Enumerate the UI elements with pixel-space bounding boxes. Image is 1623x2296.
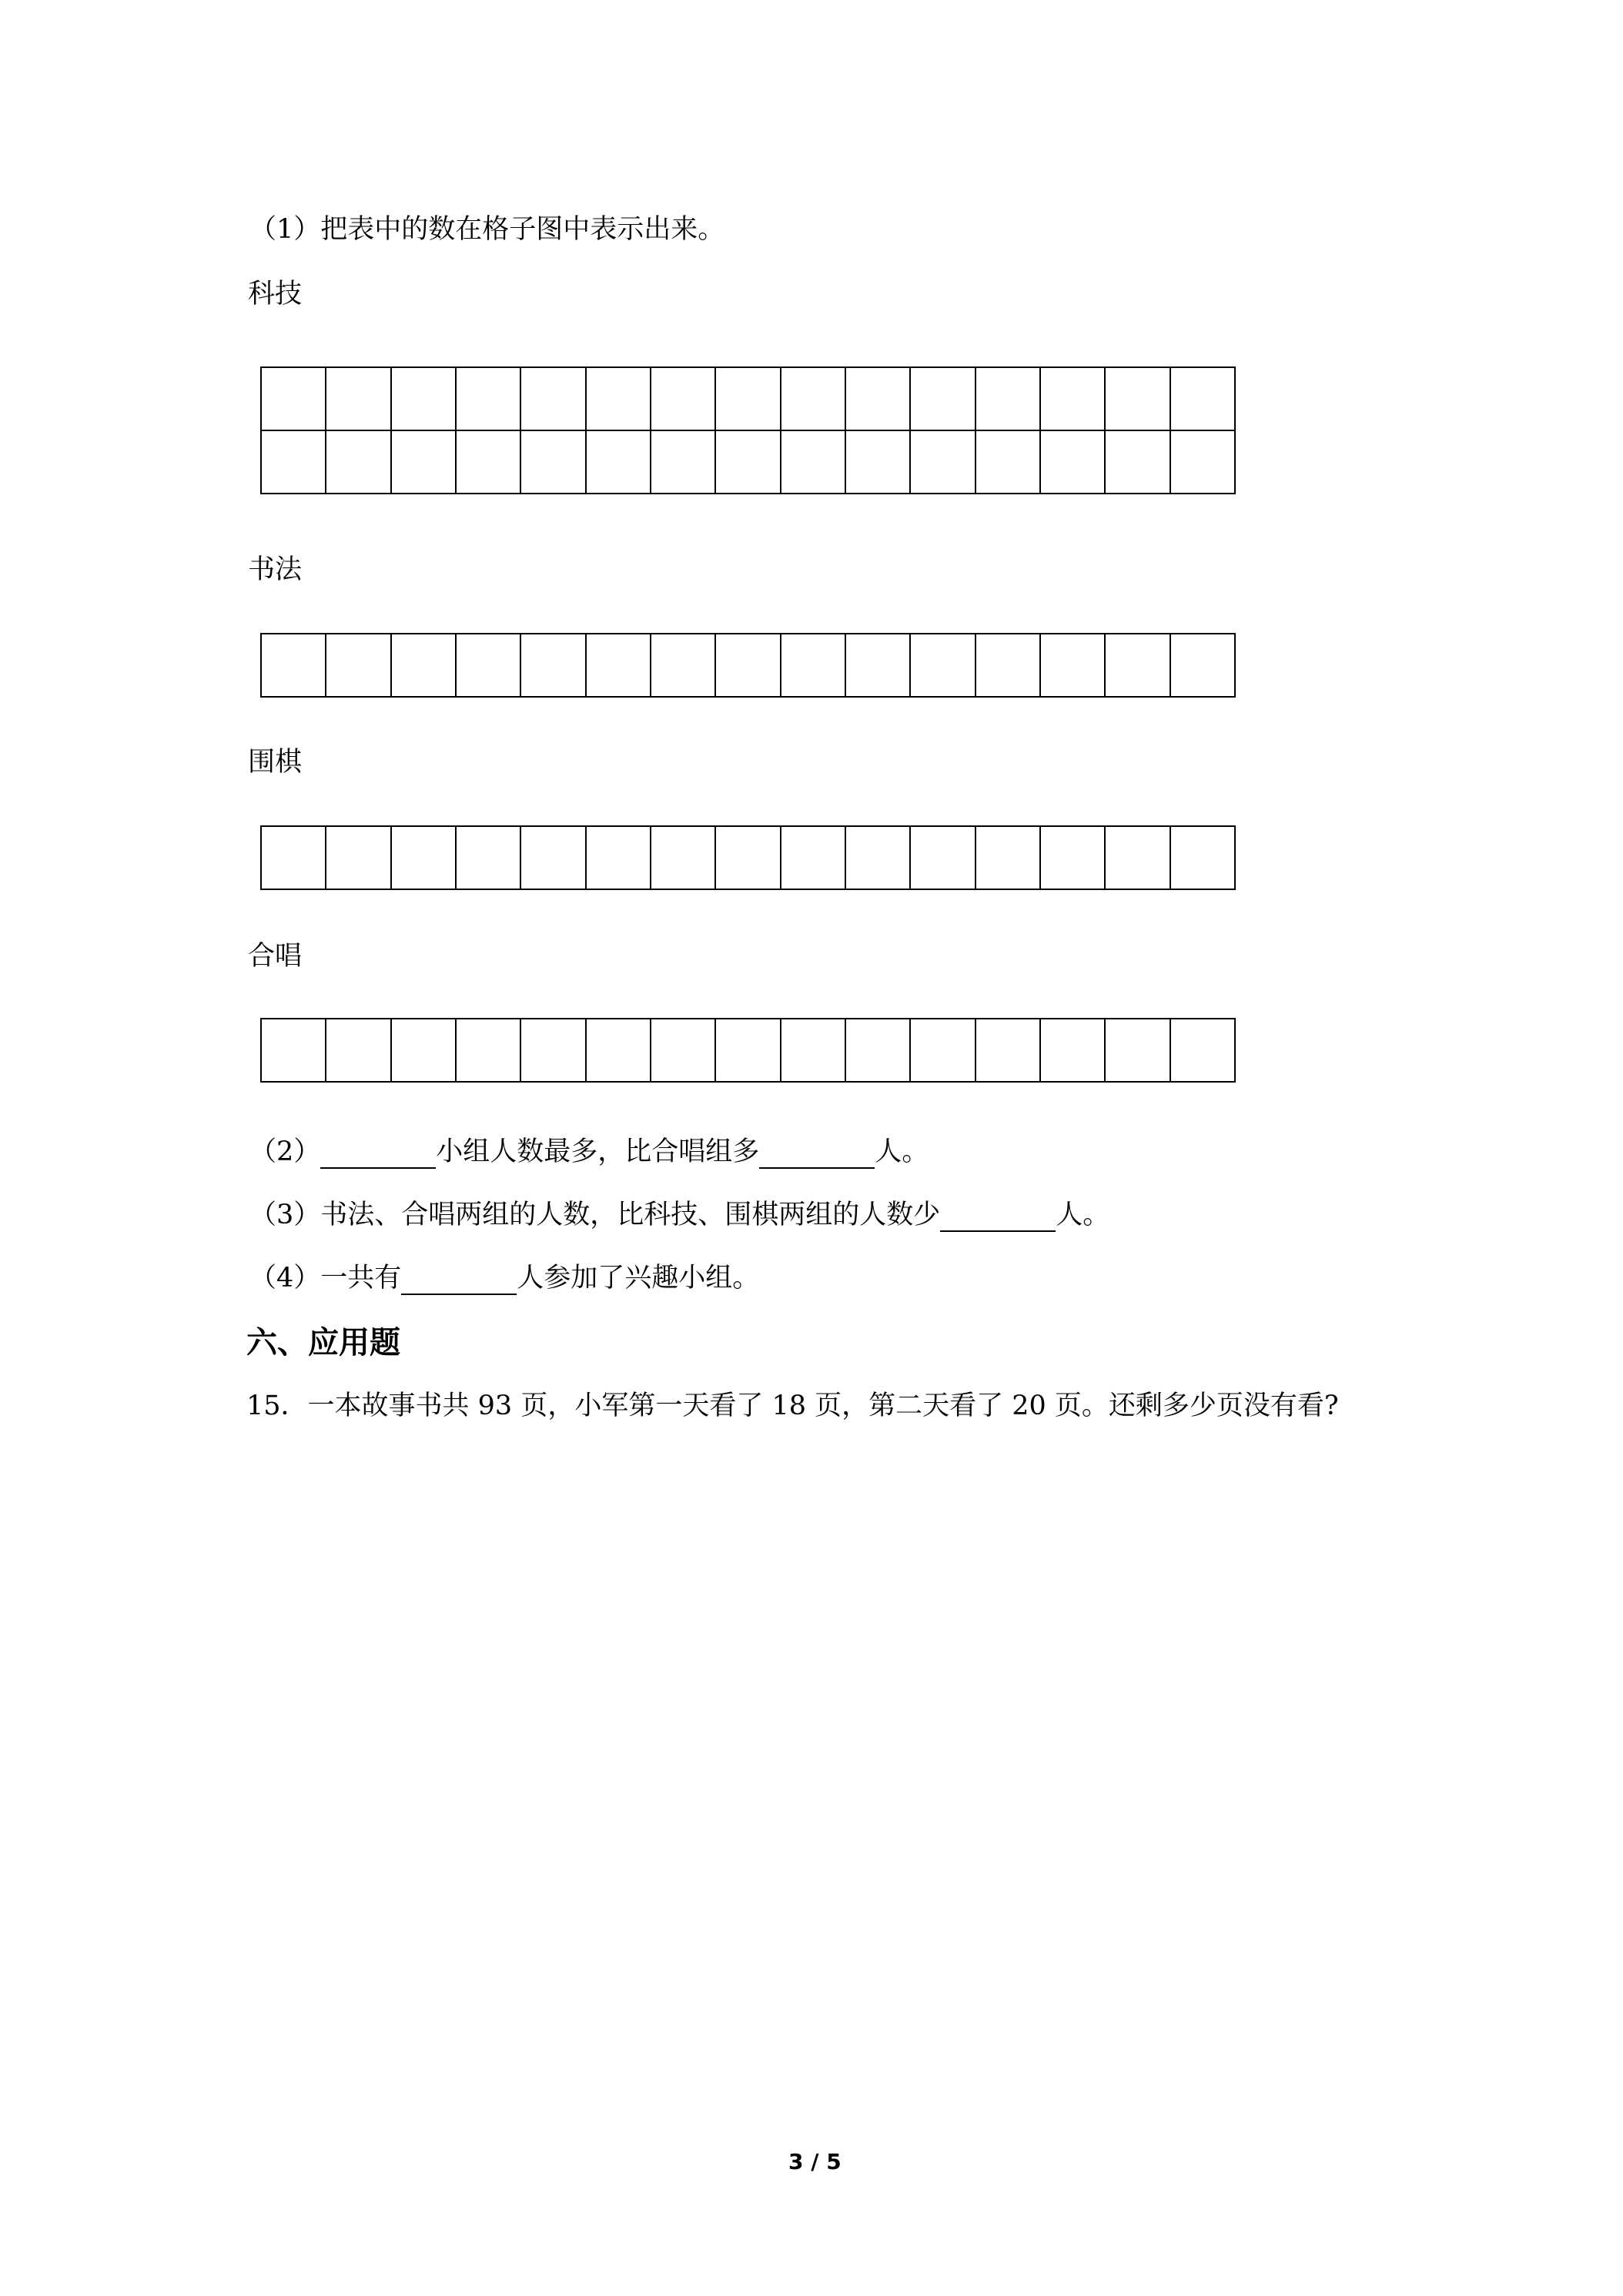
grid-cell[interactable] bbox=[651, 826, 715, 889]
grid-cell[interactable] bbox=[1040, 1019, 1105, 1082]
grid-cell[interactable] bbox=[715, 826, 780, 889]
question-2-suffix: 人。 bbox=[875, 1136, 929, 1167]
grid-cell[interactable] bbox=[715, 367, 780, 430]
grid-cell[interactable] bbox=[456, 1019, 520, 1082]
grid-cell[interactable] bbox=[1105, 367, 1170, 430]
answer-blank[interactable] bbox=[320, 1140, 436, 1169]
question-15-text: 15．一本故事书共 93 页，小军第一天看了 18 页，第二天看了 20 页。还剩多少页没有看? bbox=[246, 1391, 1339, 1421]
question-2 bbox=[249, 1135, 929, 1169]
question-4-suffix: 人参加了兴趣小组。 bbox=[517, 1263, 760, 1294]
grid-cell[interactable] bbox=[586, 826, 651, 889]
grid-row bbox=[261, 634, 1235, 697]
grid-cell[interactable] bbox=[586, 430, 651, 494]
grid-cell[interactable] bbox=[1105, 430, 1170, 494]
grid-cell[interactable] bbox=[261, 634, 326, 697]
grid-cell[interactable] bbox=[586, 367, 651, 430]
grid-cell[interactable] bbox=[1170, 634, 1235, 697]
grid-cell[interactable] bbox=[456, 826, 520, 889]
question-4 bbox=[249, 1261, 759, 1295]
grid-cell[interactable] bbox=[586, 634, 651, 697]
grid-cell[interactable] bbox=[975, 826, 1040, 889]
answer-blank[interactable] bbox=[940, 1203, 1056, 1232]
grid-cell[interactable] bbox=[910, 367, 975, 430]
grid-hechang bbox=[260, 1018, 1236, 1083]
grid-cell[interactable] bbox=[326, 430, 390, 494]
grid-cell[interactable] bbox=[651, 430, 715, 494]
section-title: 六、应用题 bbox=[246, 1325, 400, 1361]
grid-cell[interactable] bbox=[1170, 367, 1235, 430]
grid-cell[interactable] bbox=[261, 430, 326, 494]
grid-cell[interactable] bbox=[1105, 634, 1170, 697]
grid-cell[interactable] bbox=[326, 1019, 390, 1082]
grid-cell[interactable] bbox=[1170, 826, 1235, 889]
label-weiqi: 围棋 bbox=[248, 747, 303, 778]
grid-cell[interactable] bbox=[520, 634, 585, 697]
grid-cell[interactable] bbox=[910, 430, 975, 494]
question-3-suffix: 人。 bbox=[1056, 1200, 1110, 1230]
grid-cell[interactable] bbox=[910, 826, 975, 889]
question-2-prefix: （2） bbox=[249, 1136, 321, 1167]
grid-cell[interactable] bbox=[651, 367, 715, 430]
grid-cell[interactable] bbox=[520, 826, 585, 889]
grid-cell[interactable] bbox=[261, 1019, 326, 1082]
grid-cell[interactable] bbox=[781, 367, 845, 430]
grid-cell[interactable] bbox=[326, 367, 390, 430]
grid-cell[interactable] bbox=[391, 634, 456, 697]
grid-cell[interactable] bbox=[845, 1019, 910, 1082]
grid-cell[interactable] bbox=[910, 634, 975, 697]
question-3 bbox=[249, 1198, 1109, 1232]
grid-cell[interactable] bbox=[520, 1019, 585, 1082]
grid-cell[interactable] bbox=[975, 367, 1040, 430]
grid-cell[interactable] bbox=[975, 634, 1040, 697]
grid-cell[interactable] bbox=[781, 1019, 845, 1082]
grid-cell[interactable] bbox=[1170, 430, 1235, 494]
grid-row bbox=[261, 826, 1235, 889]
grid-cell[interactable] bbox=[781, 826, 845, 889]
grid-cell[interactable] bbox=[586, 1019, 651, 1082]
grid-cell[interactable] bbox=[261, 826, 326, 889]
grid-cell[interactable] bbox=[845, 430, 910, 494]
grid-cell[interactable] bbox=[326, 634, 390, 697]
grid-row bbox=[261, 430, 1235, 494]
answer-blank[interactable] bbox=[401, 1266, 517, 1295]
question-4-prefix: （4）一共有 bbox=[249, 1263, 402, 1294]
label-shufa: 书法 bbox=[248, 554, 303, 585]
grid-cell[interactable] bbox=[715, 634, 780, 697]
question-2-mid: 小组人数最多，比合唱组多 bbox=[436, 1136, 760, 1167]
grid-cell[interactable] bbox=[391, 430, 456, 494]
grid-cell[interactable] bbox=[715, 430, 780, 494]
grid-cell[interactable] bbox=[1040, 367, 1105, 430]
grid-cell[interactable] bbox=[391, 1019, 456, 1082]
question-3-prefix: （3）书法、合唱两组的人数，比科技、围棋两组的人数少 bbox=[249, 1200, 941, 1230]
grid-cell[interactable] bbox=[391, 826, 456, 889]
grid-cell[interactable] bbox=[456, 430, 520, 494]
page-number: 3 / 5 bbox=[788, 2149, 842, 2174]
question-1-text: （1）把表中的数在格子图中表示出来。 bbox=[249, 214, 725, 245]
grid-cell[interactable] bbox=[1040, 826, 1105, 889]
label-keji: 科技 bbox=[248, 279, 303, 310]
grid-cell[interactable] bbox=[845, 634, 910, 697]
grid-cell[interactable] bbox=[845, 367, 910, 430]
grid-cell[interactable] bbox=[975, 1019, 1040, 1082]
answer-blank[interactable] bbox=[759, 1140, 875, 1169]
grid-cell[interactable] bbox=[715, 1019, 780, 1082]
grid-cell[interactable] bbox=[261, 367, 326, 430]
grid-cell[interactable] bbox=[1105, 1019, 1170, 1082]
grid-cell[interactable] bbox=[781, 634, 845, 697]
grid-row bbox=[261, 1019, 1235, 1082]
grid-keji bbox=[260, 366, 1236, 494]
grid-cell[interactable] bbox=[910, 1019, 975, 1082]
grid-shufa bbox=[260, 633, 1236, 698]
grid-cell[interactable] bbox=[1105, 826, 1170, 889]
grid-cell[interactable] bbox=[391, 367, 456, 430]
label-hechang: 合唱 bbox=[248, 941, 303, 972]
grid-cell[interactable] bbox=[456, 634, 520, 697]
grid-cell[interactable] bbox=[781, 430, 845, 494]
grid-cell[interactable] bbox=[520, 430, 585, 494]
grid-cell[interactable] bbox=[845, 826, 910, 889]
grid-cell[interactable] bbox=[1040, 634, 1105, 697]
grid-cell[interactable] bbox=[456, 367, 520, 430]
grid-cell[interactable] bbox=[975, 430, 1040, 494]
grid-cell[interactable] bbox=[520, 367, 585, 430]
grid-cell[interactable] bbox=[651, 1019, 715, 1082]
grid-weiqi bbox=[260, 825, 1236, 890]
grid-row bbox=[261, 367, 1235, 430]
grid-cell[interactable] bbox=[651, 634, 715, 697]
grid-cell[interactable] bbox=[1170, 1019, 1235, 1082]
grid-cell[interactable] bbox=[1040, 430, 1105, 494]
grid-cell[interactable] bbox=[326, 826, 390, 889]
